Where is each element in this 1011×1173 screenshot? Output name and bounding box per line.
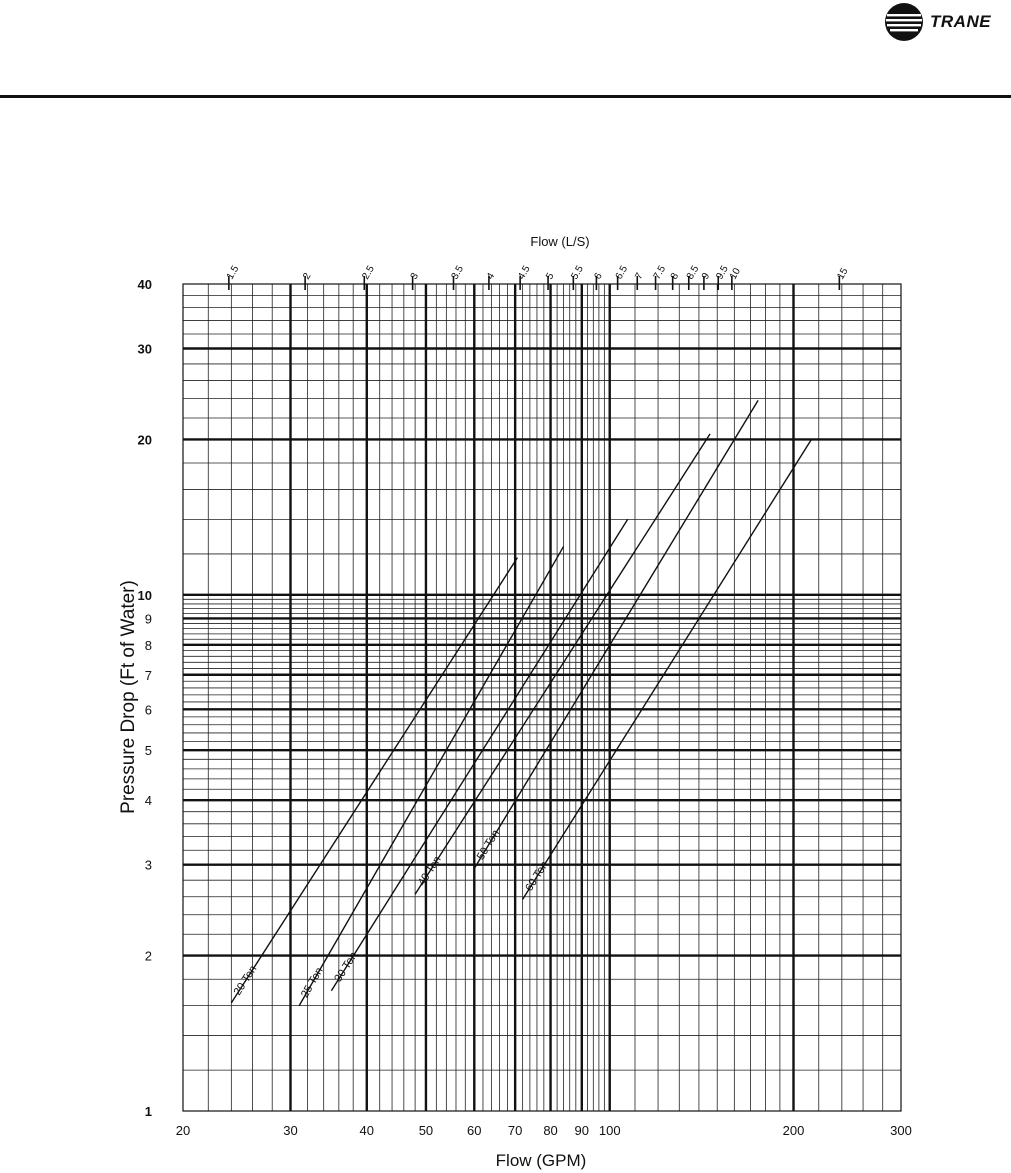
- y-tick-label: 6: [144, 702, 152, 718]
- x-tick-label: 60: [467, 1123, 482, 1138]
- top-axis-tick-label: 8.5: [684, 263, 702, 282]
- top-axis-tick-label: 8: [668, 271, 682, 282]
- y-tick-label: 9: [144, 611, 152, 627]
- top-axis-tick-label: 3.5: [449, 263, 467, 282]
- x-tick-label: 300: [890, 1123, 912, 1138]
- y-tick-label: 30: [137, 341, 152, 357]
- x-tick-label: 20: [175, 1123, 191, 1138]
- series-line: [523, 439, 812, 899]
- top-axis-tick-label: 10: [727, 266, 743, 282]
- series-line: [474, 400, 758, 868]
- y-tick-label: 20: [137, 432, 152, 448]
- y-tick-label: 7: [144, 667, 152, 683]
- top-axis-tick-label: 4.5: [516, 263, 533, 282]
- top-axis-tick-label: 3: [408, 271, 421, 282]
- x-tick-label: 40: [359, 1123, 375, 1138]
- top-axis-tick-label: 6: [592, 271, 605, 282]
- x-tick-label: 90: [574, 1123, 590, 1138]
- series-label: 25 Ton: [298, 965, 326, 1000]
- series-labels: [232, 828, 551, 1000]
- top-axis-tick-label: 7.5: [651, 263, 669, 282]
- y-axis-title: Pressure Drop (Ft of Water): [118, 580, 139, 814]
- grid-major: [183, 284, 901, 1111]
- top-axis-title: Flow (L/S): [530, 234, 590, 249]
- top-axis-tick-label: 4: [484, 271, 498, 282]
- series-label: 40 Ton: [415, 854, 444, 889]
- top-axis-tick-label: 6.5: [613, 263, 631, 282]
- top-axis-tick-label: 9.5: [714, 263, 731, 282]
- top-axis-tick-label: 7: [633, 271, 646, 282]
- x-tick-labels: [176, 1123, 912, 1138]
- brand-name: TRANE: [930, 12, 992, 31]
- series-label: 60 Ton: [523, 859, 551, 894]
- y-tick-label: 1: [144, 1104, 152, 1119]
- series-line: [331, 519, 627, 990]
- series-label: 50 Ton: [474, 827, 503, 863]
- x-tick-label: 50: [418, 1123, 434, 1138]
- y-tick-labels: [138, 277, 152, 1119]
- y-tick-label: 4: [144, 793, 152, 809]
- y-tick-label: 3: [144, 857, 152, 873]
- x-tick-label: 30: [283, 1123, 298, 1138]
- y-tick-label: 2: [144, 948, 152, 964]
- top-axis-tick-label: 15: [835, 266, 851, 282]
- y-tick-label: 5: [144, 743, 152, 759]
- x-tick-label: 70: [507, 1123, 523, 1138]
- x-tick-label: 100: [598, 1123, 621, 1138]
- x-axis-title: Flow (GPM): [495, 1151, 587, 1170]
- y-tick-label: 10: [137, 587, 152, 603]
- top-axis-tick-label: 9: [699, 271, 713, 282]
- series-label: 20 Ton: [231, 963, 260, 998]
- x-tick-label: 200: [782, 1123, 805, 1138]
- y-tick-label: 8: [144, 637, 152, 653]
- top-axis-ticks: [225, 264, 851, 290]
- series-label: 30 Ton: [332, 950, 360, 985]
- top-axis-tick-label: 2: [301, 271, 314, 282]
- top-axis-tick-label: 1.5: [224, 263, 242, 282]
- y-tick-label: 40: [137, 277, 152, 292]
- x-tick-label: 80: [543, 1123, 558, 1138]
- top-axis-tick-label: 5: [544, 271, 557, 282]
- top-axis-tick-label: 2.5: [360, 263, 377, 282]
- series-line: [415, 434, 710, 894]
- top-axis-tick-label: 5.5: [569, 263, 586, 282]
